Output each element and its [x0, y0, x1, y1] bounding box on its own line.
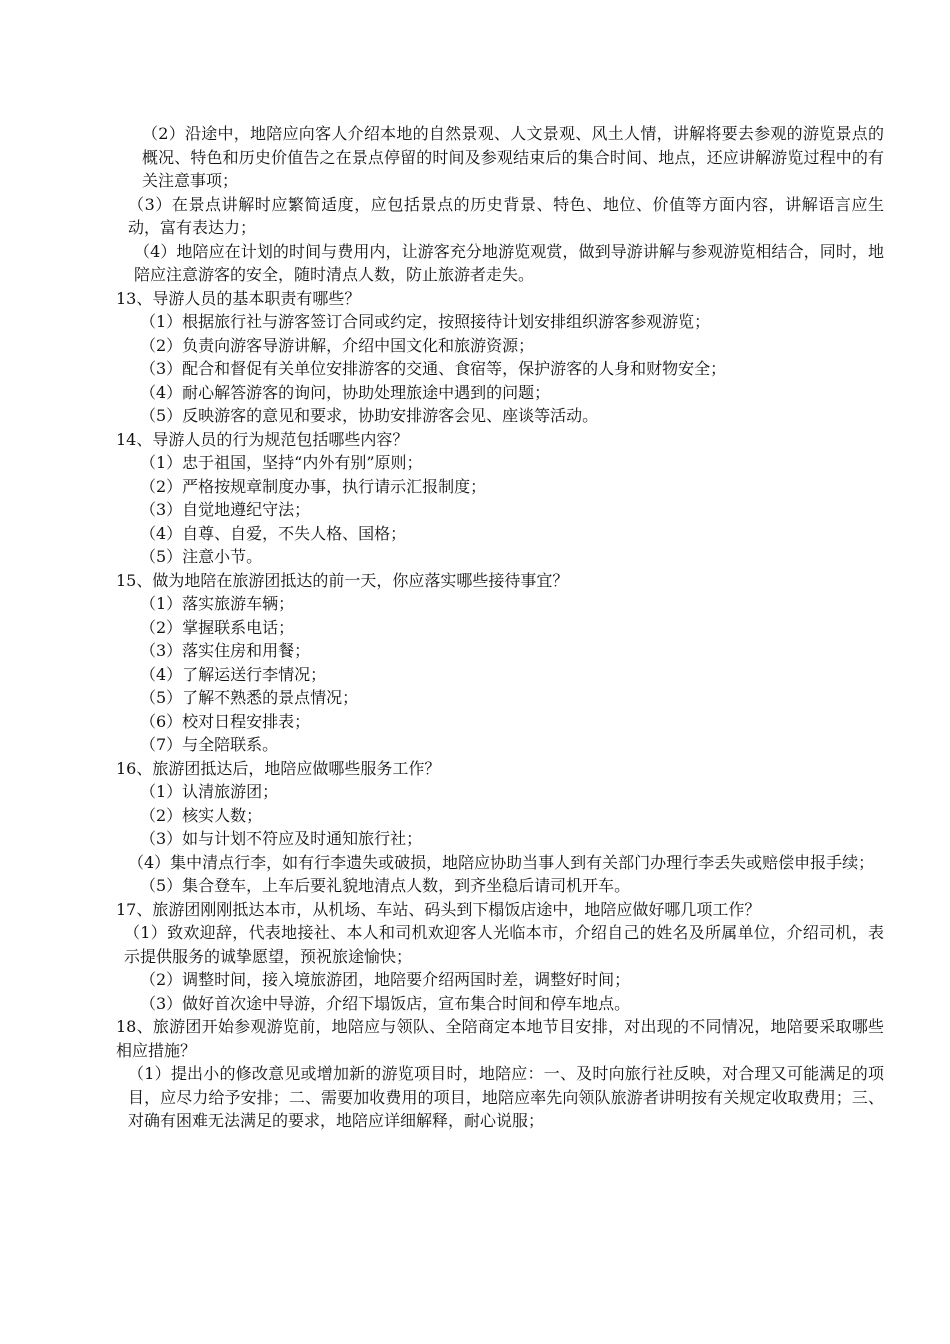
- text-line: 13、导游人员的基本职责有哪些？: [116, 288, 361, 308]
- text-line: （2）核实人数；: [140, 805, 263, 825]
- paragraph: （1）致欢迎辞，代表地接社、本人和司机欢迎客人光临本市，介绍自己的姓名及所属单位，介绍司机，表示提供服务的诚挚愿望，预祝旅途愉快；: [124, 923, 884, 966]
- text-line: （7）与全陪联系。: [140, 735, 279, 754]
- paragraph: （4）集中清点行李，如有行李遗失或破损，地陪应协助当事人到有关部门办理行李丢失或赔偿申报手续；: [128, 852, 875, 872]
- text-line: （2）掌握联系电话；: [140, 617, 295, 637]
- text-line: （3）如与计划不符应及时通知旅行社；: [140, 829, 423, 848]
- text-line: （6）校对日程安排表；: [140, 711, 311, 731]
- text-line: 14、导游人员的行为规范包括哪些内容？: [116, 429, 409, 449]
- text-line: （2）调整时间，接入境旅游团，地陪要介绍两国时差，调整好时间；: [140, 970, 631, 989]
- text-line: （5）反映游客的意见和要求，协助安排游客会见、座谈等活动。: [140, 406, 599, 425]
- text-line: （1）忠于祖国，坚持“内外有别”原则；: [140, 453, 423, 472]
- paragraph: （2）沿途中，地陪应向客人介绍本地的自然景观、人文景观、风土人情，讲解将要去参观的游览景点的概况、特色和历史价值告之在景点停留的时间及参观结束后的集合时间、地点，还应讲解游览过程中的有关注意事项；: [142, 124, 884, 190]
- text-line: （5）集合登车，上车后要礼貌地清点人数，到齐坐稳后请司机开车。: [140, 876, 631, 895]
- text-line: （5）了解不熟悉的景点情况；: [140, 688, 359, 707]
- paragraph: （1）提出小的修改意见或增加新的游览项目时，地陪应：一、及时向旅行社反映，对合理又可能满足的项目，应尽力给予安排；二、需要加收费用的项目，地陪应率先向领队旅游者讲明按有关规定收取费用；三、对确有困难无法满足的要求，地陪应详细解释，耐心说服；: [128, 1064, 884, 1130]
- document-body: [116, 122, 884, 1133]
- paragraph: 18、旅游团开始参观游览前，地陪应与领队、全陪商定本地节目安排，对出现的不同情况，地陪要采取哪些相应措施？: [116, 1017, 884, 1060]
- text-line: （5）注意小节。: [140, 547, 263, 566]
- text-line: （1）根据旅行社与游客签订合同或约定，按照接待计划安排组织游客参观游览；: [140, 312, 711, 331]
- text-line: （4）自尊、自爱，不失人格、国格；: [140, 523, 407, 543]
- text-line: （3）落实住房和用餐；: [140, 641, 311, 660]
- text-line: （2）严格按规章制度办事，执行请示汇报制度；: [140, 476, 487, 496]
- paragraph: （3）在景点讲解时应繁简适度，应包括景点的历史背景、特色、地位、价值等方面内容，讲解语言应生动，富有表达力；: [128, 194, 884, 237]
- text-line: （3）做好首次途中导游，介绍下塌饭店，宣布集合时间和停车地点。: [140, 993, 631, 1013]
- paragraph: （4）地陪应在计划的时间与费用内，让游客充分地游览观赏，做到导游讲解与参观游览相结合，同时，地陪应注意游客的安全，随时清点人数，防止旅游者走失。: [134, 241, 884, 284]
- text-line: （3）配合和督促有关单位安排游客的交通、食宿等，保护游客的人身和财物安全；: [140, 359, 727, 378]
- text-line: （1）认清旅游团；: [140, 782, 279, 801]
- text-line: 15、做为地陪在旅游团抵达的前一天，你应落实哪些接待事宜？: [116, 570, 569, 590]
- text-line: （4）耐心解答游客的询问，协助处理旅途中遇到的问题；: [140, 382, 551, 402]
- text-line: 17、旅游团刚刚抵达本市，从机场、车站、码头到下榻饭店途中，地陪应做好哪几项工作？: [116, 899, 761, 919]
- text-line: （3）自觉地遵纪守法；: [140, 500, 311, 519]
- text-line: （1）落实旅游车辆；: [140, 594, 295, 613]
- text-line: （4）了解运送行李情况；: [140, 664, 327, 684]
- text-line: （2）负责向游客导游讲解，介绍中国文化和旅游资源；: [140, 335, 535, 355]
- text-line: 16、旅游团抵达后，地陪应做哪些服务工作？: [116, 758, 441, 778]
